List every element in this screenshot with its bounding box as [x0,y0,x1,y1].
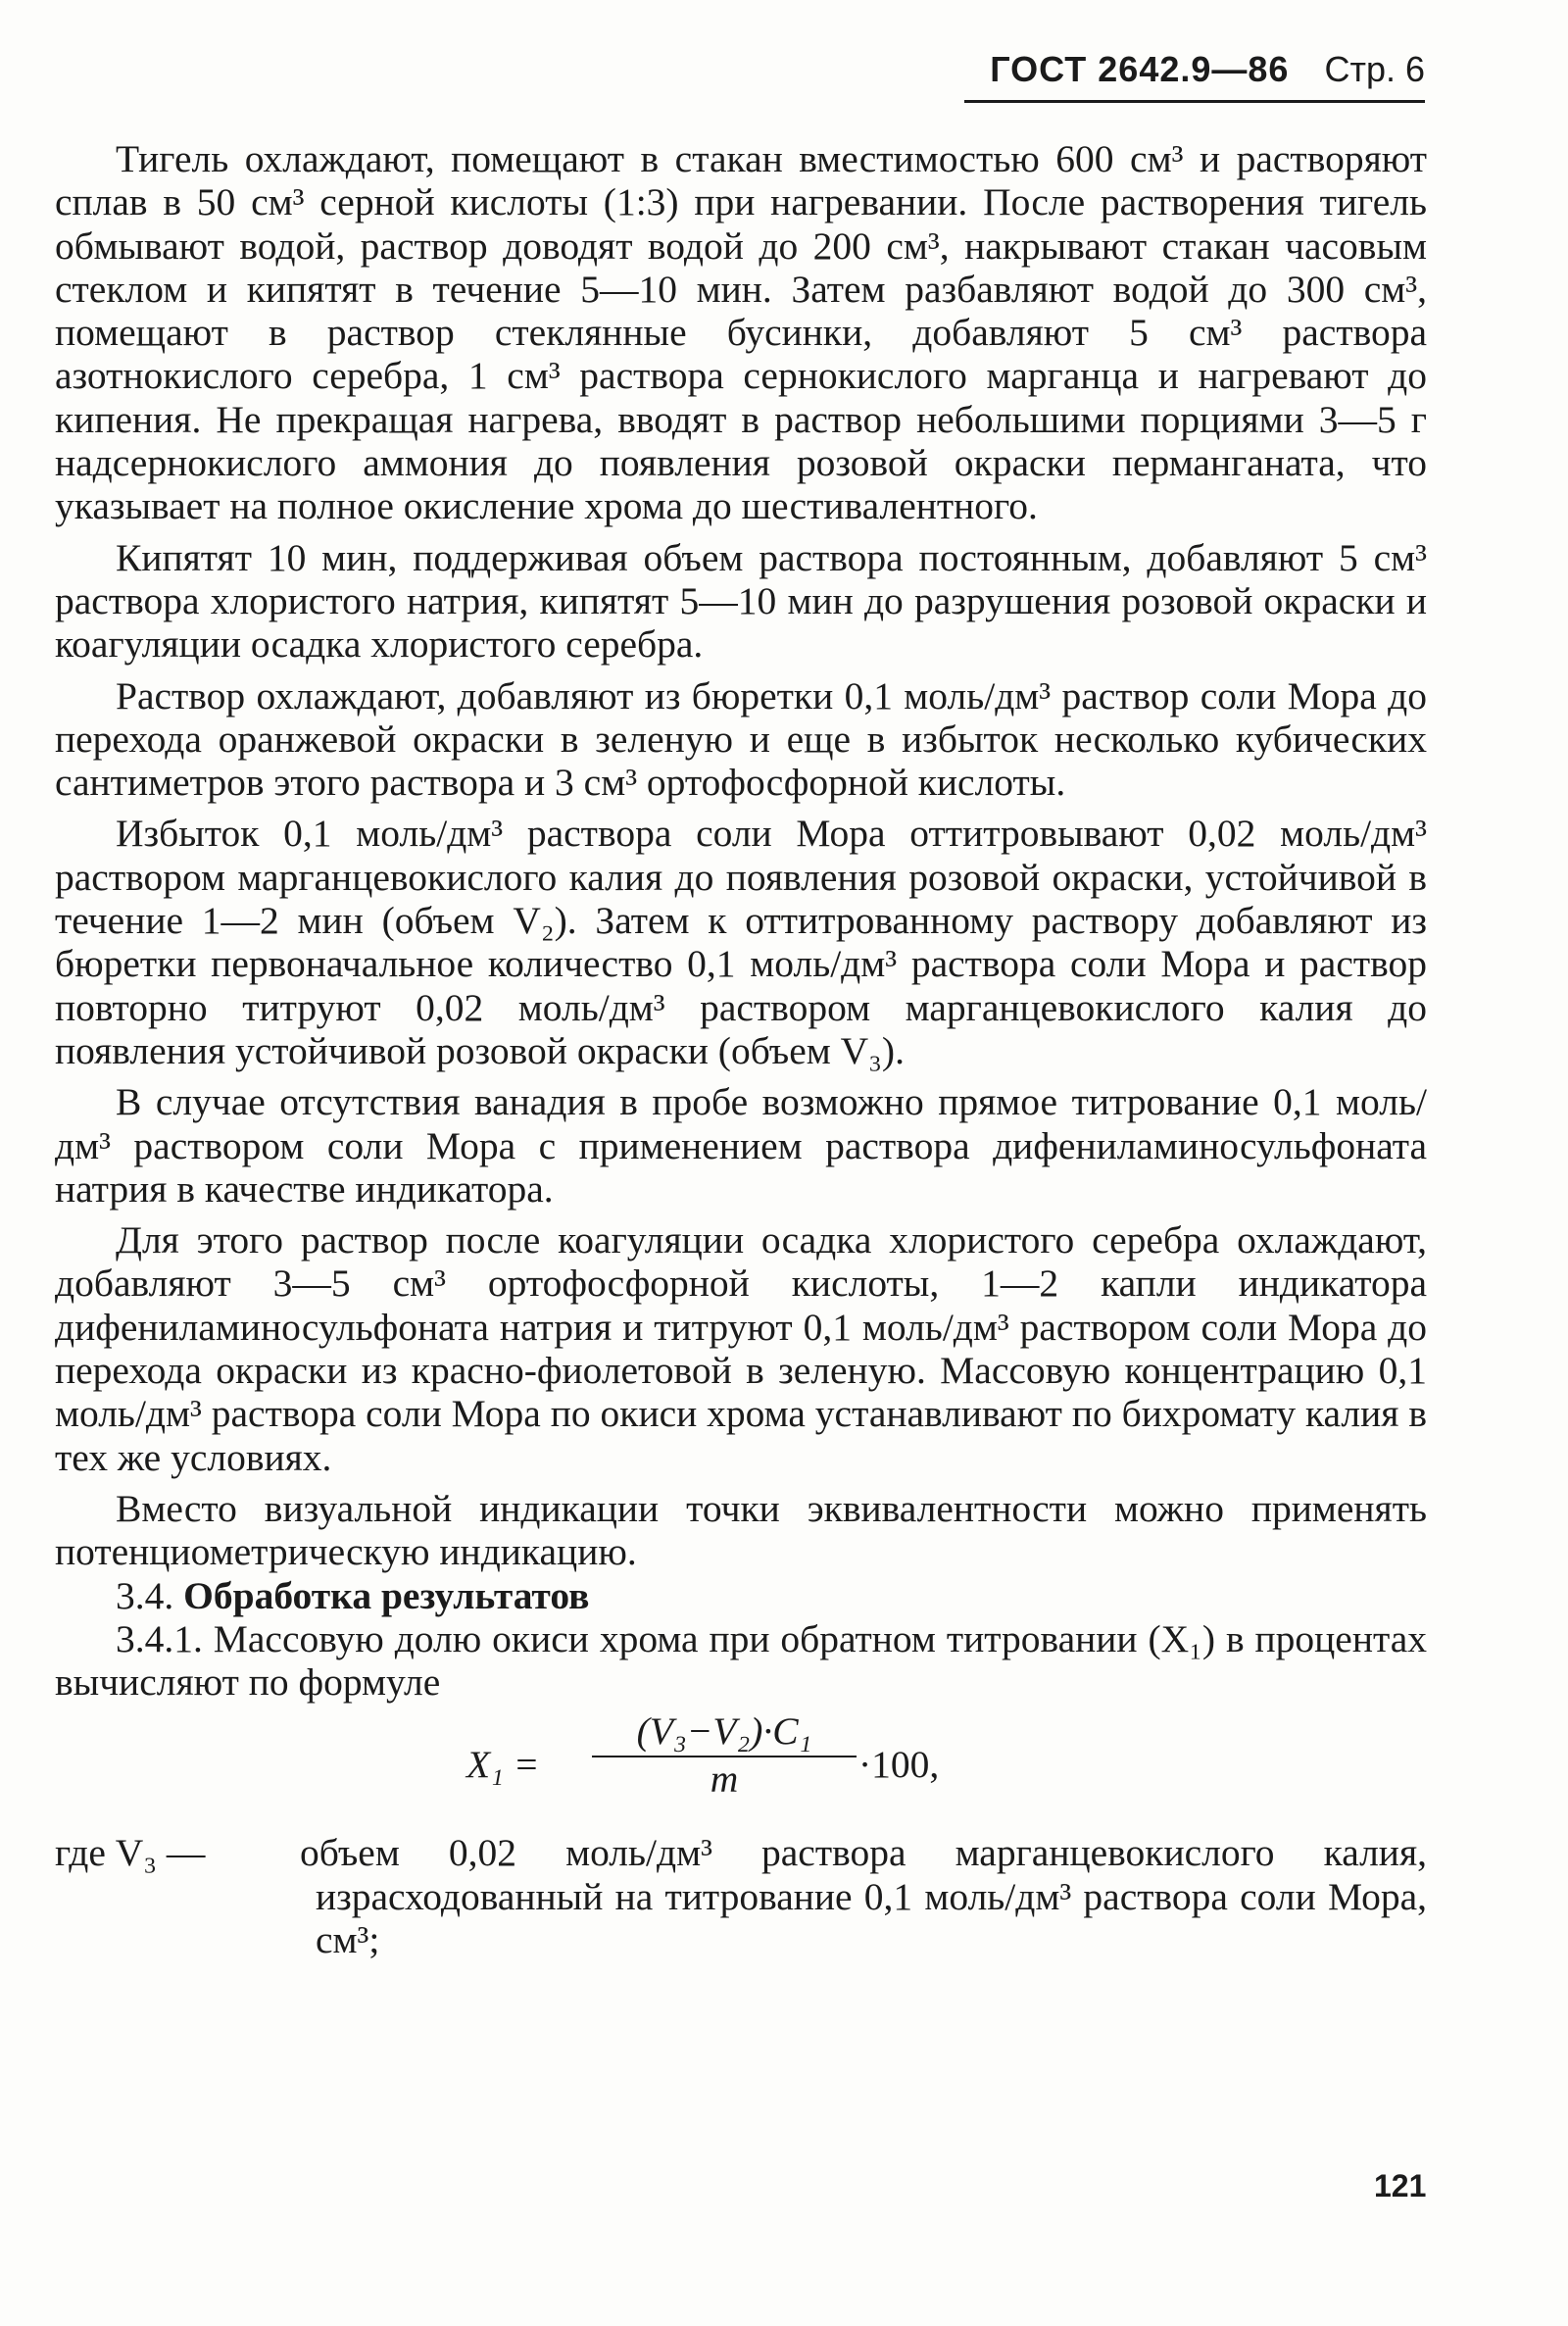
variable-description: объем 0,02 моль/дм³ раствора марганцевокислого калия, израсходованный на титрование 0,1 моль/дм³ раствора соли Мора, см³; [300,1831,1427,1961]
section-number: 3.4. [116,1573,174,1617]
paragraph: Вместо визуальной индикации точки эквивалентности можно применять потенциометрическую индикацию. [55,1486,1427,1574]
paragraph: Кипятят 10 мин, поддерживая объем раствора постоянным, добавляют 5 см³ раствора хлористого натрия, кипятят 5—10 мин до разрушения розовой окраски и коагуляции осадка хлористого серебра. [55,535,1427,667]
formula-fraction [592,1709,857,1801]
section-title: Обработка результатов [183,1573,590,1617]
formula [55,1706,1427,1823]
section-heading [55,1574,1427,1617]
running-header [964,49,1425,103]
paragraph: Для этого раствор после коагуляции осадка хлористого серебра охлаждают, добавляют 3—5 см³ ортофосфорной кислоты, 1—2 капли индикатора дифениламиносульфоната натрия и титруют 0,1 моль/дм³ раствором соли Мора до перехода окраски из красно-фиолетовой в зеленую. Массовую концентрацию 0,1 моль/дм³ раствора соли Мора по окиси хрома устанавливают по бихромату калия в тех же условиях. [55,1218,1427,1479]
formula-lhs: X₁ = [466,1743,540,1787]
formula-denominator: m [710,1757,739,1801]
variable-definition [55,1831,1427,1961]
formula-tail: ·100, [858,1743,940,1787]
standard-number: ГОСТ 2642.9—86 [990,49,1290,89]
page-number: 121 [1374,2168,1427,2203]
paragraph: Тигель охлаждают, помещают в стакан вместимостью 600 см³ и растворяют сплав в 50 см³ серной кислоты (1:3) при нагревании. После растворения тигель обмывают водой, раствор доводят водой до 200 см³, накрывают стакан часовым стеклом и кипятят в течение 5—10 мин. Затем разбавляют водой до 300 см³, помещают в раствор стеклянные бусинки, добавляют 5 см³ раствора азотнокислого серебра, 1 см³ раствора сернокислого марганца и нагревают до кипения. Не прекращая нагрева, вводят в раствор небольшими порциями 3—5 г надсернокислого аммония до появления розовой окраски перманганата, что указывает на полное окисление хрома до шестивалентного. [55,137,1427,528]
subsection-paragraph: 3.4.1. Массовую долю окиси хрома при обратном титровании (X₁) в процентах вычисляют по формуле [55,1616,1427,1705]
formula-numerator: (V₃−V₂)·C₁ [592,1709,857,1757]
document-body [55,137,1427,1961]
variable-term: где V₃ — [55,1831,206,1875]
paragraph: Раствор охлаждают, добавляют из бюретки 0,1 моль/дм³ раствор соли Мора до перехода оранжевой окраски в зеленую и еще в избыток несколько кубических сантиметров этого раствора и 3 см³ ортофосфорной кислоты. [55,673,1427,805]
paragraph: Избыток 0,1 моль/дм³ раствора соли Мора оттитровывают 0,02 моль/дм³ раствором марганцевокислого калия до появления розовой окраски, устойчивой в течение 1—2 мин (объем V₂). Затем к оттитрованному раствору добавляют из бюретки первоначальное количество 0,1 моль/дм³ раствора соли Мора и раствор повторно титруют 0,02 моль/дм³ раствором марганцевокислого калия до появления устойчивой розовой окраски (объем V₃). [55,812,1427,1072]
paragraph: В случае отсутствия ванадия в пробе возможно прямое титрование 0,1 моль/дм³ раствором соли Мора с применением раствора дифениламиносульфоната натрия в качестве индикатора. [55,1080,1427,1211]
page-label: Стр. 6 [1324,49,1425,89]
